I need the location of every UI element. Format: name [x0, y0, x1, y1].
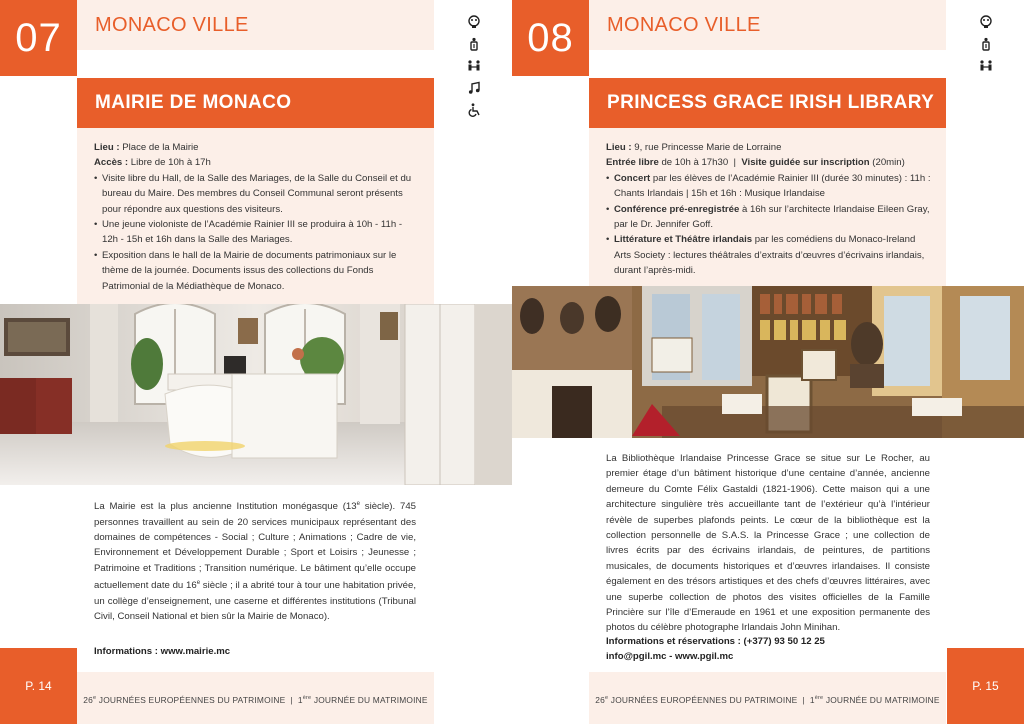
family-icon [467, 15, 481, 29]
family-icon [979, 15, 993, 29]
right-info-text [606, 140, 932, 279]
list-item: • Exposition dans le hall de la Mairie de documents patrimoniaux sur le thème de la journée. Documents issus des collections du Fonds Patrimonial de la Médiathèque de Monaco. [94, 248, 420, 294]
right-title-bar [589, 78, 946, 128]
left-page-block [0, 648, 77, 724]
left-info-text [94, 140, 420, 294]
right-site-title: PRINCESS GRACE IRISH LIBRARY [607, 92, 935, 113]
left-lieu-line: Lieu : Place de la Mairie [94, 142, 199, 153]
mairie-hall-photo [0, 304, 512, 485]
irish-library-image [512, 286, 1024, 438]
left-footer-band [77, 672, 434, 724]
list-item: • Littérature et Théâtre irlandais par les comédiens du Monaco-Ireland Arts Society : lectures théâtrales d’extraits d’œuvres d’écrivains irlandais, durant l’après-midi. [606, 232, 932, 278]
left-title-bar [77, 78, 434, 128]
right-footer-band [589, 672, 946, 724]
left-contact-info: Informations : www.mairie.mc [94, 646, 231, 657]
right-district-label: MONACO VILLE [607, 14, 761, 36]
right-entree-line: Entrée libre de 10h à 17h30 | Visite guidée sur inscription (20min) [606, 157, 905, 169]
right-amenity-icons [977, 15, 995, 81]
right-site-number: 08 [527, 16, 574, 60]
left-amenity-icons [465, 15, 483, 125]
right-description: La Bibliothèque Irlandaise Princesse Grace se situe sur Le Rocher, au premier étage d’un bâtiment historique d’une centaine d’année, ancienne demeure du Comte Félix Gastaldi (1821-1906). Cette maison qui a une architecture singulière très accueillante tant de l’extérieur qu’à l’intérieur révèle de superbes plafonds peints. Le cœur de la bibliothèque est la collection personnelle de S.A.S. la Princesse Grace ; une collection de livres écrits par des écrivains irlandais, de peintures, de partitions musicales, de documents historiques et d’œuvres irlandaises. Il consiste également en des trésors artistiques et des chefs d’œuvres littéraires, avec une superbe collection de photos des visites officielles de la Famille Princière sur l’île d’Emeraude en 1961 et une exposition permanente des photos du célèbre photographe Irlandais John Minihan. [606, 453, 930, 634]
left-district-band [77, 0, 434, 50]
music-icon [467, 81, 481, 95]
irish-library-photo [512, 286, 1024, 438]
right-number-block [512, 0, 589, 76]
group-icon [979, 59, 993, 73]
right-lieu-line: Lieu : 9, rue Princesse Marie de Lorraine [606, 142, 782, 153]
right-district-band [589, 0, 946, 50]
list-item: • Concert par les élèves de l’Académie Rainier III (durée 30 minutes) : 11h : Chants Irlandais | 15h et 16h : Musique Irlandaise [606, 171, 932, 202]
left-number-block [0, 0, 77, 76]
right-footer-text: 26e JOURNÉES EUROPÉENNES DU PATRIMOINE | 1ère JOURNÉE DU MATRIMOINE [595, 694, 940, 705]
mairie-hall-image [0, 304, 512, 485]
left-acces-line: Accès : Libre de 10h à 17h [94, 157, 211, 169]
list-item: • Visite libre du Hall, de la Salle des Mariages, de la Salle du Conseil et du bureau du Maire. Des membres du Conseil Communal seront présents pour répondre aux questions des visiteurs. [94, 171, 420, 217]
right-contact-phone: Informations et réservations : (+377) 93 50 12 25 [606, 636, 825, 647]
restroom-icon [467, 37, 481, 51]
left-site-title: MAIRIE DE MONACO [95, 92, 292, 113]
left-footer-text: 26e JOURNÉES EUROPÉENNES DU PATRIMOINE | 1ère JOURNÉE DU MATRIMOINE [83, 694, 428, 705]
wheelchair-icon [467, 103, 481, 117]
left-page-number: P. 14 [25, 679, 52, 693]
right-activity-list [606, 171, 932, 279]
restroom-icon [979, 37, 993, 51]
right-contact-info [606, 634, 930, 665]
right-page-number: P. 15 [972, 679, 999, 693]
right-contact-web: info@pgil.mc - www.pgil.mc [606, 651, 734, 663]
left-activity-list [94, 171, 420, 294]
left-site-number: 07 [15, 16, 62, 60]
group-icon [467, 59, 481, 73]
list-item: • Conférence pré-enregistrée à 16h sur l’architecte Irlandaise Eileen Gray, par le Dr. Jennifer Goff. [606, 202, 932, 233]
left-district-label: MONACO VILLE [95, 14, 249, 36]
list-item: • Une jeune violoniste de l’Académie Rainier III se produira à 10h - 11h - 12h - 15h et 16h dans la Salle des Mariages. [94, 217, 420, 248]
right-page-block [947, 648, 1024, 724]
left-description: La Mairie est la plus ancienne Institution monégasque (13e siècle). 745 personnes travaillent au sein de 20 services municipaux représentant des domaines de compétences - Social ; Culture ; Animations ; Cadre de vie, Environnement et Développement Durable ; Sport et Loisirs ; Jeunesse ; Patrimoine et Traditions ; Transition numérique. Le bâtiment qu’elle occupe actuellement date du 16e siècle ; il a abrité tour à tour une habitation privée, un collège d’enseignement, une caserne et différentes institutions (Tribunal Civil, Conseil National et bien sûr la Mairie de Monaco). [94, 501, 416, 623]
